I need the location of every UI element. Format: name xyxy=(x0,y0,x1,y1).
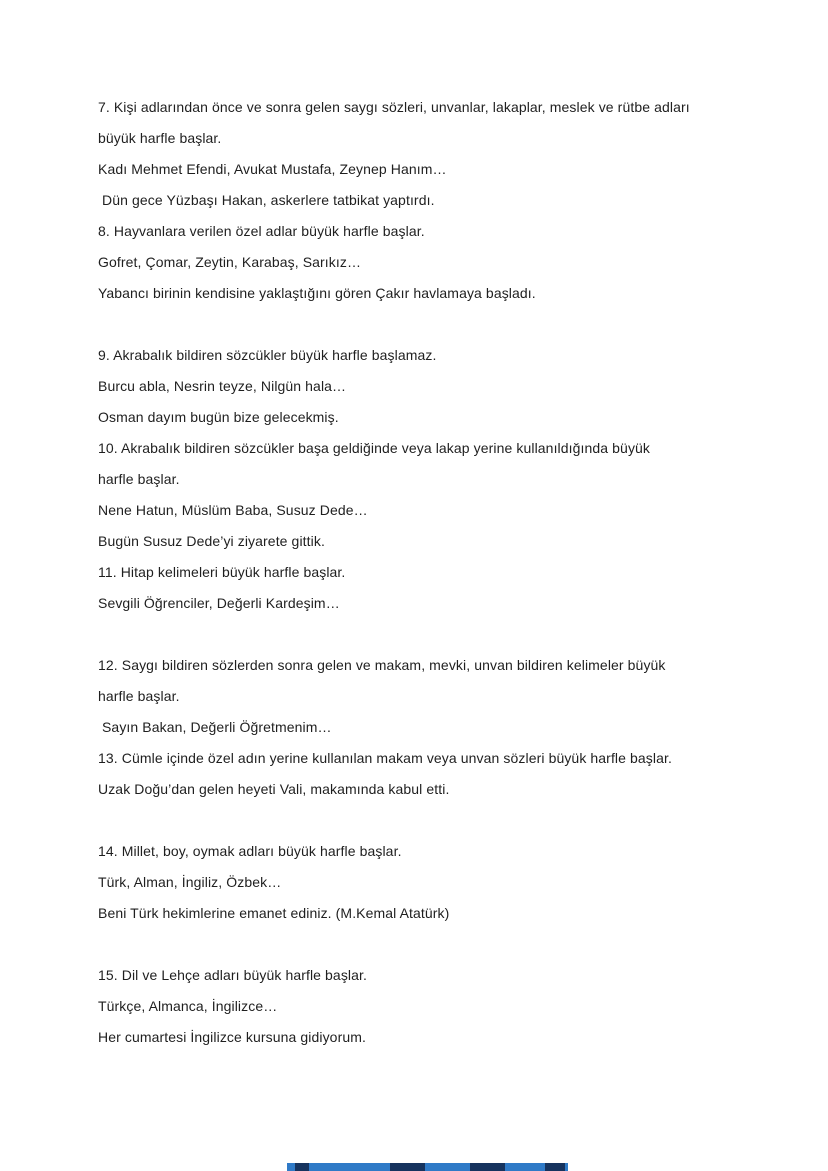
text-line: 13. Cümle içinde özel adın yerine kullanılan makam veya unvan sözleri büyük harfle başlar. xyxy=(98,750,672,766)
text-line: Osman dayım bugün bize gelecekmiş. xyxy=(98,409,339,425)
text-line: Sevgili Öğrenciler, Değerli Kardeşim… xyxy=(98,595,340,611)
text-line: Sayın Bakan, Değerli Öğretmenim… xyxy=(98,719,332,735)
paragraph-group xyxy=(98,340,758,619)
text-line: harfle başlar. xyxy=(98,688,180,704)
paragraph-group xyxy=(98,960,758,1053)
text-line: Burcu abla, Nesrin teyze, Nilgün hala… xyxy=(98,378,347,394)
progress-segment xyxy=(390,1163,425,1171)
text-line: Yabancı birinin kendisine yaklaştığını gören Çakır havlamaya başladı. xyxy=(98,285,536,301)
text-line: Her cumartesi İngilizce kursuna gidiyorum. xyxy=(98,1029,366,1045)
paragraph-group xyxy=(98,650,758,805)
text-line: 8. Hayvanlara verilen özel adlar büyük harfle başlar. xyxy=(98,223,425,239)
text-line: harfle başlar. xyxy=(98,471,180,487)
text-line: 11. Hitap kelimeleri büyük harfle başlar. xyxy=(98,564,346,580)
bottom-progress-bar[interactable] xyxy=(287,1163,568,1171)
text-line: 15. Dil ve Lehçe adları büyük harfle başlar. xyxy=(98,967,367,983)
document-body xyxy=(98,92,758,1053)
text-line: 10. Akrabalık bildiren sözcükler başa geldiğinde veya lakap yerine kullanıldığında büyük xyxy=(98,440,651,456)
text-line: Bugün Susuz Dede’yi ziyarete gittik. xyxy=(98,533,325,549)
paragraph-group xyxy=(98,836,758,929)
text-line: Nene Hatun, Müslüm Baba, Susuz Dede… xyxy=(98,502,368,518)
paragraph-group xyxy=(98,92,758,309)
text-line: Türkçe, Almanca, İngilizce… xyxy=(98,998,278,1014)
progress-segment xyxy=(470,1163,505,1171)
text-line: Gofret, Çomar, Zeytin, Karabaş, Sarıkız… xyxy=(98,254,362,270)
progress-segment xyxy=(295,1163,309,1171)
text-line: Dün gece Yüzbaşı Hakan, askerlere tatbikat yaptırdı. xyxy=(98,192,435,208)
progress-segment xyxy=(545,1163,565,1171)
text-line: 12. Saygı bildiren sözlerden sonra gelen ve makam, mevki, unvan bildiren kelimeler büyük xyxy=(98,657,666,673)
text-line: Uzak Doğu’dan gelen heyeti Vali, makamında kabul etti. xyxy=(98,781,450,797)
text-line: 7. Kişi adlarından önce ve sonra gelen saygı sözleri, unvanlar, lakaplar, meslek ve rütbe adları xyxy=(98,99,690,115)
text-line: 9. Akrabalık bildiren sözcükler büyük harfle başlamaz. xyxy=(98,347,437,363)
text-line: 14. Millet, boy, oymak adları büyük harfle başlar. xyxy=(98,843,402,859)
text-line: Beni Türk hekimlerine emanet ediniz. (M.Kemal Atatürk) xyxy=(98,905,450,921)
text-line: büyük harfle başlar. xyxy=(98,130,222,146)
text-line: Türk, Alman, İngiliz, Özbek… xyxy=(98,874,282,890)
text-line: Kadı Mehmet Efendi, Avukat Mustafa, Zeynep Hanım… xyxy=(98,161,447,177)
